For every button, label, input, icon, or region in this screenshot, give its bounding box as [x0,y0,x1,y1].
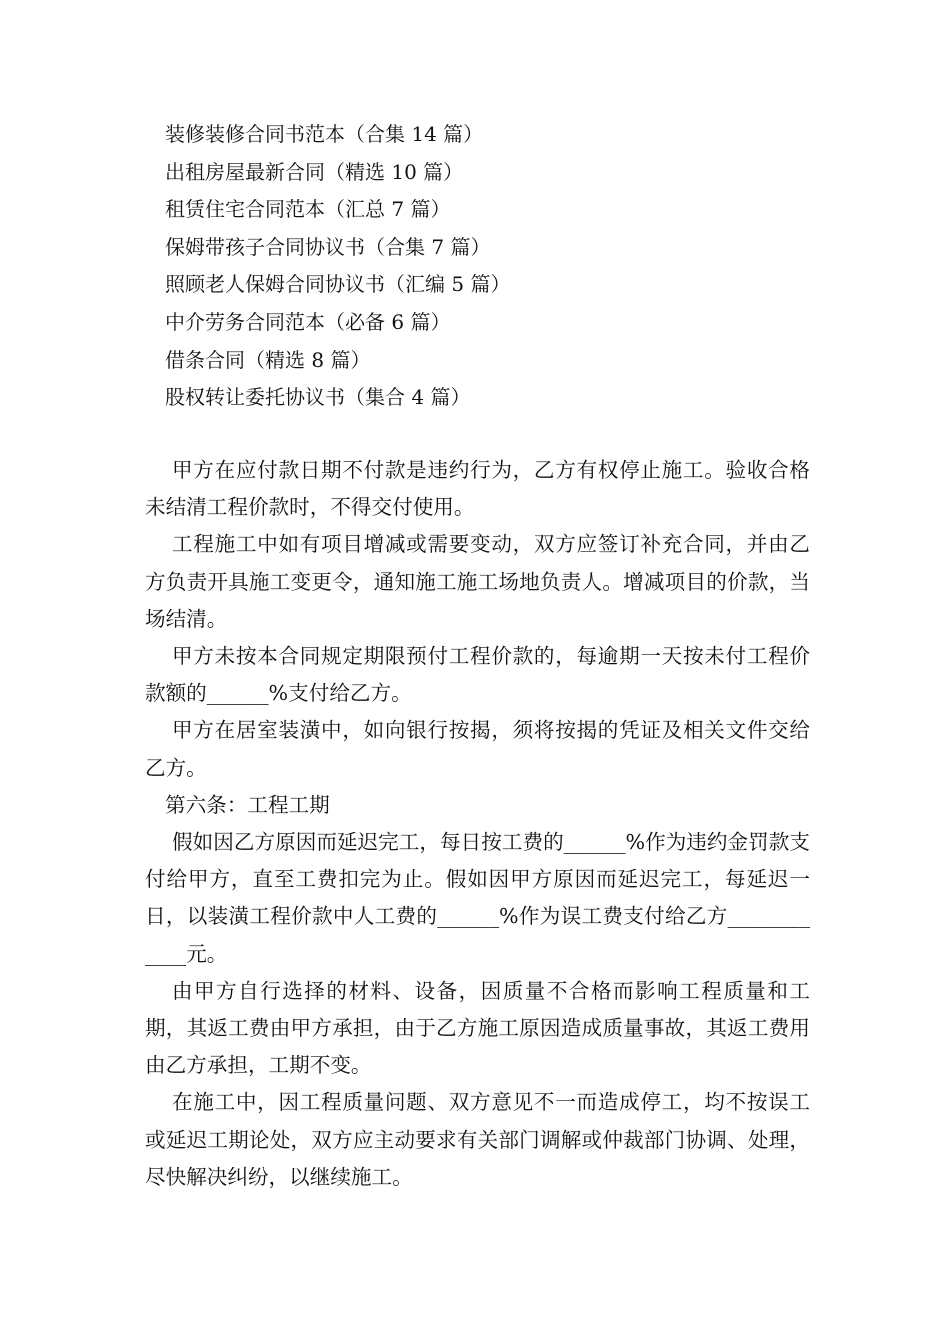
paragraph-delay-penalty: 假如因乙方原因而延迟完工，每日按工费的______%作为违约金罚款支付给甲方，直至工费扣完为止。假如因甲方原因而延迟完工，每延迟一日，以装潢工程价款中人工费的______%作为误工费支付给乙方____________元。 [145,830,810,966]
list-item[interactable]: 租赁住宅合同范本（汇总 7 篇） [165,197,451,222]
paragraph-mortgage: 甲方在居室装潢中，如向银行按揭，须将按揭的凭证及相关文件交给乙方。 [145,718,810,780]
list-item[interactable]: 照顾老人保姆合同协议书（汇编 5 篇） [165,272,511,297]
contract-body [145,452,810,1196]
paragraph-payment-default: 甲方在应付款日期不付款是违约行为，乙方有权停止施工。验收合格未结清工程价款时，不得交付使用。 [145,458,810,520]
list-item[interactable]: 出租房屋最新合同（精选 10 篇） [165,159,464,184]
paragraph-material-quality: 由甲方自行选择的材料、设备，因质量不合格而影响工程质量和工期，其返工费由甲方承担，由于乙方施工原因造成质量事故，其返工费用由乙方承担，工期不变。 [145,978,810,1078]
related-articles-list [165,116,805,417]
paragraph-project-changes: 工程施工中如有项目增减或需要变动，双方应签订补充合同，并由乙方负责开具施工变更令，通知施工施工场地负责人。增减项目的价款，当场结清。 [145,532,810,631]
list-item[interactable]: 借条合同（精选 8 篇） [165,347,371,372]
paragraph-dispute-resolution: 在施工中，因工程质量问题、双方意见不一而造成停工，均不按误工或延迟工期论处，双方应主动要求有关部门调解或仲裁部门协调、处理，尽快解决纠纷，以继续施工。 [145,1090,810,1189]
section-heading: 第六条：工程工期 [165,792,330,817]
list-item[interactable]: 保姆带孩子合同协议书（合集 7 篇） [165,234,491,259]
list-item[interactable]: 装修装修合同书范本（合集 14 篇） [165,122,484,146]
list-item[interactable]: 中介劳务合同范本（必备 6 篇） [165,309,451,334]
list-item[interactable]: 股权转让委托协议书（集合 4 篇） [165,385,471,410]
paragraph-late-prepayment: 甲方未按本合同规定期限预付工程价款的，每逾期一天按未付工程价款额的______%支付给乙方。 [145,644,810,706]
